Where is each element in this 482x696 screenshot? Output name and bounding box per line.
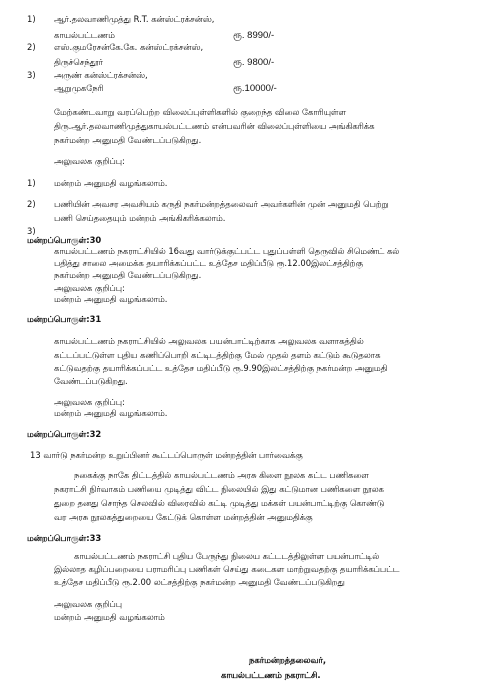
contractor-number: 3) [27, 70, 36, 80]
paragraph-line: திரு.ஆர்.தலவாணிமுத்துகாயல்பட்டணம் என்பவரின் விலைப்புள்ளியை அங்கிகரிக்க [54, 121, 375, 131]
contractor-name: எஸ்.குமரேசன்கே.கே. கன்ஸ்ட்ரக்சன்ஸ், [54, 42, 204, 52]
note-item-number: 1) [27, 178, 36, 188]
resolution-31-line: வேண்டப்படுகிறது. [54, 376, 128, 386]
contractor-amount: ரூ.10000/- [233, 83, 277, 94]
contractor-place: திருச்செந்தூர் [54, 57, 103, 67]
note-item-text: மன்றம் அனுமதி வழங்கலாம். [54, 178, 168, 188]
resolution-30-line: காயல்பட்டணம் நகராட்சியில் 16வது வார்டுக்குட்பட்ட புதுப்பள்ளி தெருவில் சிமெண்ட் கல் [54, 246, 400, 256]
note-item-text: பணி செய்ததையும் மன்றம் அங்கிகரிக்கலாம். [54, 213, 226, 223]
note-item-text: பணியின் அவசர அவசியம் கருதி நகர்மன்றத்தலைவர் அவர்களின் முன் அனுமதி பெற்று [54, 199, 389, 209]
resolution-32-line: வர அரசு நூலகத்துறையை கேட்டுக் கொள்ள மன்றத்தின் அனுமதிக்கு [54, 512, 313, 522]
paragraph-line: நகர்மன்ற அனுமதி வேண்டப்படுகிறது. [54, 135, 202, 145]
resolution-33-line: காயல்பட்டணம் நகராட்சி புதிய பேருந்து நிலைய கட்டடத்திலுள்ள பயன்பாட்டில் [74, 551, 380, 561]
resolution-32-heading: மன்றப்பொருள்:32 [27, 429, 102, 439]
resolution-31-line: காயல்பட்டணம் நகராட்சியில் அலுவலக பயன்பாட்டிற்காக அலுவலக வளாகத்தில் [54, 336, 364, 346]
note-item-number: 3) [27, 226, 36, 236]
note-item-number: 2) [27, 199, 36, 209]
contractor-place: ஆறுமுகநேரி [54, 83, 104, 93]
resolution-33-heading: மன்றப்பொருள்:33 [27, 533, 102, 543]
resolution-32-line: நகைக்கு நாகே திட்டத்தில் காயல்பட்டணம் அரசு கிளை நூலக கட்ட பணிகளை [74, 470, 369, 480]
resolution-31-line: கட்டுவதற்கு தயாரிக்கப்பட்ட உத்தேச மதிப்பீடு ரூ.9.90இலட்சத்திற்கு நகர்மன்ற அனுமதி [54, 363, 388, 373]
contractor-number: 1) [27, 14, 36, 24]
contractor-amount: ரூ. 8990/- [233, 30, 275, 41]
resolution-30-line: பதித்து சாலை அமைக்க தயாரிக்கப்பட்ட உத்தேச மதிப்பீடு ரூ.12.00இலட்சத்திற்கு [54, 258, 363, 268]
resolution-31-line: கட்டப்பட்டுள்ள புதிய கணிப்பொறி கட்டிடத்திற்கு மேல் முதல் தளம் கட்டும் கூடுதலாக [54, 350, 381, 360]
signature-title: நகர்மன்றத்தலைவர், [249, 655, 327, 665]
contractor-place: காயல்பட்டணம் [54, 30, 115, 40]
resolution-33-line: இல்லாத கழிப்பறையை பராமரிப்பு பணிகள் செய்து கடைகள மாற்றுவதற்கு தயாரிக்கப்பட்ட [54, 564, 400, 574]
resolution-30-note: மன்றம் அனுமதி வழங்கலாம். [54, 294, 168, 304]
contractor-number: 2) [27, 42, 36, 52]
resolution-32-intro: 13 வார்டு நகர்மன்ற உறுப்பினர் கூட்டப்பொருள் மன்றத்தின் பார்வைக்கு [30, 450, 303, 460]
resolution-33-line: உத்தேச மதிப்பீடு ரூ.2.00 லட்சத்திற்கு நகர்மன்ற அனுமதி வேண்டப்படுகிறது [54, 577, 345, 587]
paragraph-line: மேற்கண்டவாறு வரப்பெற்ற விலைப்புள்ளிகளில் குறைந்த விலை கோரியுள்ள [54, 107, 347, 117]
resolution-32-line: நகராட்சி நிர்வாகம் பணியை முடித்து விட்ட நிலையில் இது கட்டுமான பணிகளை நூலக [54, 484, 384, 494]
resolution-30-note-heading: அலுவலக குறிப்பு: [54, 283, 125, 293]
resolution-30-line: நகர்மன்ற அனுமதி வேண்டப்படுகிறது. [54, 270, 202, 280]
resolution-32-line: துறை தனது சொந்த செலவில் விரைவில் கட்டி முடித்து மக்கள் பயன்பாட்டிற்கு கொண்டு [54, 498, 385, 508]
resolution-31-note: மன்றம் அனுமதி வழங்கலாம். [54, 408, 168, 418]
contractor-name: ஆர்.தலவாணிமுத்து R.T. கன்ஸ்ட்ரக்சன்ஸ், [54, 14, 215, 24]
office-note-heading: அலுவலக குறிப்பு: [54, 156, 125, 166]
resolution-30-heading: மன்றப்பொருள்:30 [27, 235, 102, 245]
resolution-33-note-heading: அலுவலக குறிப்பு [54, 599, 122, 609]
resolution-31-heading: மன்றப்பொருள்:31 [27, 314, 102, 324]
resolution-33-note: மன்றம் அனுமதி வழங்கலாம் [54, 612, 165, 622]
contractor-name: அருண் கன்ஸ்ட்ரக்சன்ஸ், [54, 70, 148, 80]
signature-office: காயல்பட்டணம் நகராட்சி. [221, 670, 321, 680]
contractor-amount: ரூ. 9800/- [233, 57, 275, 68]
resolution-31-note-heading: அலுவலக குறிப்பு: [54, 397, 125, 407]
